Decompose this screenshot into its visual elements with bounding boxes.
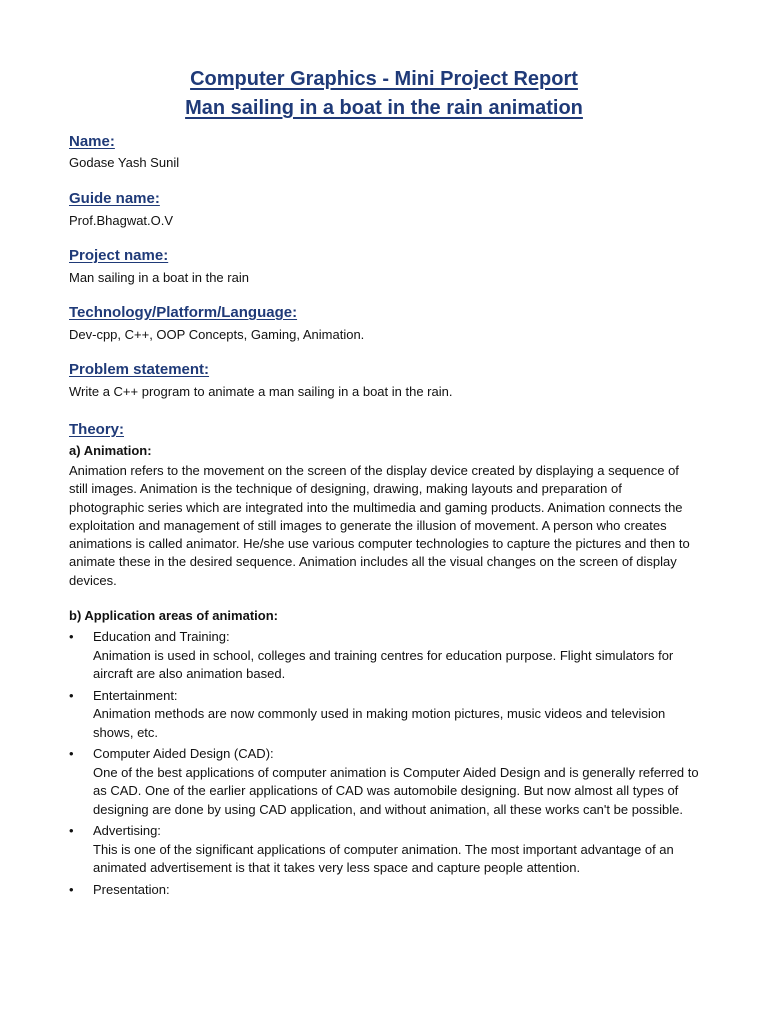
bullet-icon: • <box>69 881 74 897</box>
applications-list <box>69 628 699 902</box>
list-item-text: One of the best applications of computer animation is Computer Aided Design and is generally referred to as CAD. One of the earlier applications of CAD was automobile designing. But now almost all types of designing are done by using CAD application, and without animation, all these works can't be possible. <box>93 764 699 817</box>
bullet-icon: • <box>69 687 74 703</box>
list-item-text: Animation methods are now commonly used in making motion pictures, music videos and television shows, etc. <box>93 706 666 740</box>
list-item <box>69 881 699 900</box>
problem-value: Write a C++ program to animate a man sailing in a boat in the rain. <box>69 384 453 399</box>
list-item-title: Presentation: <box>93 881 170 897</box>
list-item-title: Computer Aided Design (CAD): <box>93 746 274 761</box>
list-item <box>69 628 699 684</box>
bullet-icon: • <box>69 746 74 761</box>
guide-value: Prof.Bhagwat.O.V <box>69 213 174 228</box>
technology-value: Dev-cpp, C++, OOP Concepts, Gaming, Animation. <box>69 327 365 342</box>
list-item-text: Animation is used in school, colleges and training centres for education purpose. Flight simulators for aircraft are also animation based. <box>93 647 674 681</box>
list-item-title: Education and Training: <box>93 629 230 644</box>
name-heading: Name: <box>69 133 115 150</box>
list-item <box>69 745 699 819</box>
applications-subheading: b) Application areas of animation: <box>69 608 278 623</box>
report-subtitle: Man sailing in a boat in the rain animation <box>185 97 583 119</box>
list-item <box>69 822 699 878</box>
guide-heading: Guide name: <box>69 190 160 207</box>
list-item <box>69 687 699 743</box>
bullet-icon: • <box>69 823 74 838</box>
report-title: Computer Graphics - Mini Project Report <box>190 68 578 90</box>
project-heading: Project name: <box>69 247 169 264</box>
bullet-icon: • <box>69 629 74 644</box>
technology-heading: Technology/Platform/Language: <box>69 304 298 321</box>
list-item-text: This is one of the significant applications of computer animation. The most important advantage of an animated advertisement is that it takes very less space and capture people attention. <box>93 841 674 875</box>
problem-heading: Problem statement: <box>69 361 210 378</box>
list-item-title: Advertising: <box>93 823 161 838</box>
name-value: Godase Yash Sunil <box>69 155 180 170</box>
project-value: Man sailing in a boat in the rain <box>69 270 249 285</box>
animation-subheading: a) Animation: <box>69 443 152 458</box>
animation-paragraph: Animation refers to the movement on the screen of the display device created by displaying a sequence of still images. Animation is the technique of designing, drawing, making layouts and preparation of photographic series which are integrated into the multimedia and gaming products. Animation connects the exploitation and management of still images to generate the illusion of movement. A person who creates animations is called animator. He/she use various computer technologies to capture the pictures and then to animate these in the desired sequence. Animation includes all the visual changes on the screen of display devices. <box>69 463 690 588</box>
list-item-title: Entertainment: <box>93 687 178 703</box>
theory-heading: Theory: <box>69 421 125 438</box>
